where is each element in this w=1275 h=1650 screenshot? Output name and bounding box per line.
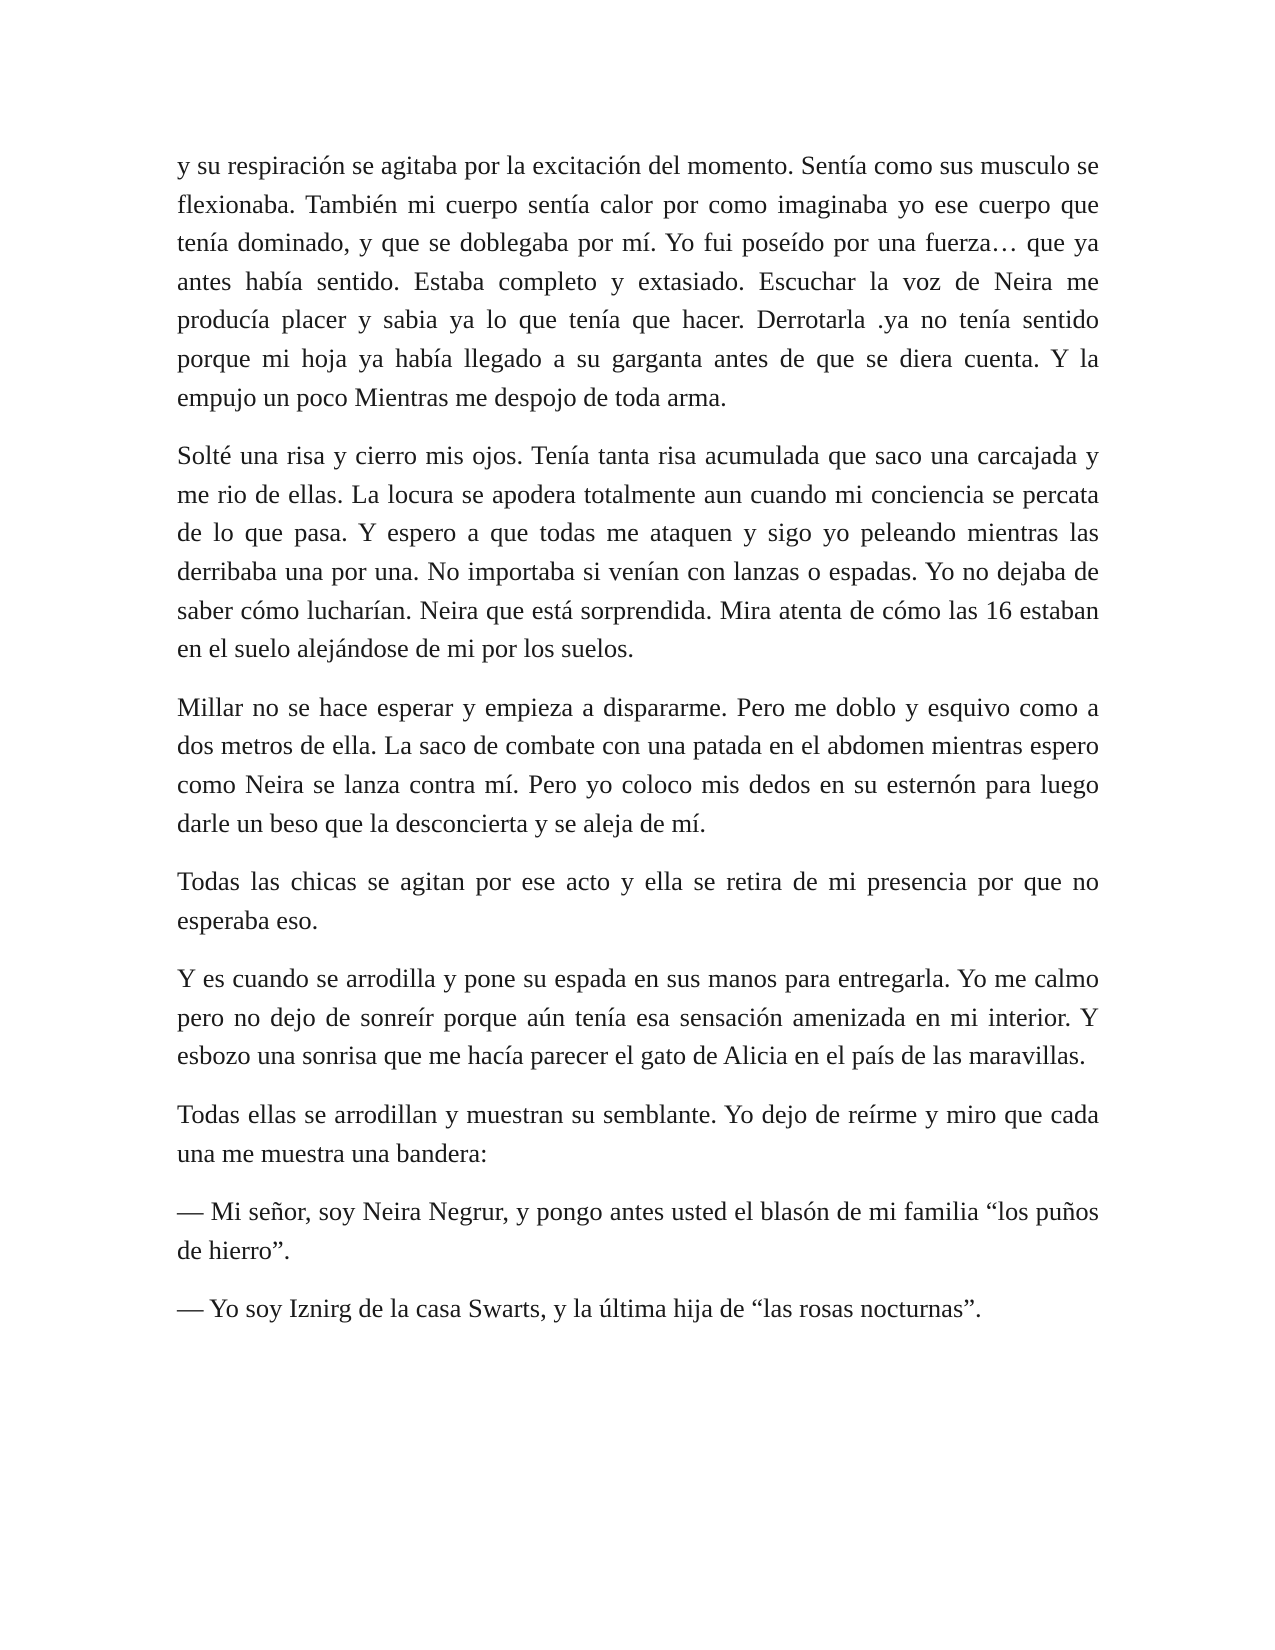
paragraph-6: Todas ellas se arrodillan y muestran su semblante. Yo dejo de reírme y miro que cada una me muestra una bandera: (177, 1099, 1099, 1168)
paragraph-4: Todas las chicas se agitan por ese acto y ella se retira de mi presencia por que no esperaba eso. (177, 866, 1099, 935)
paragraph-1: y su respiración se agitaba por la excitación del momento. Sentía como sus musculo se flexionaba. También mi cuerpo sentía calor por como imaginaba yo ese cuerpo que tenía dominado, y que se doblegaba por mí. Yo fui poseído por una fuerza… que ya antes había sentido. Estaba completo y extasiado. Escuchar la voz de Neira me producía placer y sabia ya lo que tenía que hacer. Derrotarla .ya no tenía sentido porque mi hoja ya había llegado a su garganta antes de que se diera cuenta. Y la empujo un poco Mientras me despojo de toda arma. (177, 150, 1099, 412)
paragraph-2: Solté una risa y cierro mis ojos. Tenía tanta risa acumulada que saco una carcajada y me rio de ellas. La locura se apodera totalmente aun cuando mi conciencia se percata de lo que pasa. Y espero a que todas me ataquen y sigo yo peleando mientras las derribaba una por una. No importaba si venían con lanzas o espadas. Yo no dejaba de saber cómo lucharían. Neira que está sorprendida. Mira atenta de cómo las 16 estaban en el suelo alejándose de mi por los suelos. (177, 440, 1099, 664)
document-body (177, 146, 1099, 1348)
dialogue-line-1: — Mi señor, soy Neira Negrur, y pongo antes usted el blasón de mi familia “los puños de hierro”. (177, 1196, 1099, 1265)
paragraph-5: Y es cuando se arrodilla y pone su espada en sus manos para entregarla. Yo me calmo pero no dejo de sonreír porque aún tenía esa sensación amenizada en mi interior. Y esbozo una sonrisa que me hacía parecer el gato de Alicia en el país de las maravillas. (177, 963, 1099, 1071)
paragraph-3: Millar no se hace esperar y empieza a dispararme. Pero me doblo y esquivo como a dos metros de ella. La saco de combate con una patada en el abdomen mientras espero como Neira se lanza contra mí. Pero yo coloco mis dedos en su esternón para luego darle un beso que la desconcierta y se aleja de mí. (177, 691, 1099, 838)
dialogue-line-2: — Yo soy Iznirg de la casa Swarts, y la última hija de “las rosas nocturnas”. (177, 1293, 982, 1324)
